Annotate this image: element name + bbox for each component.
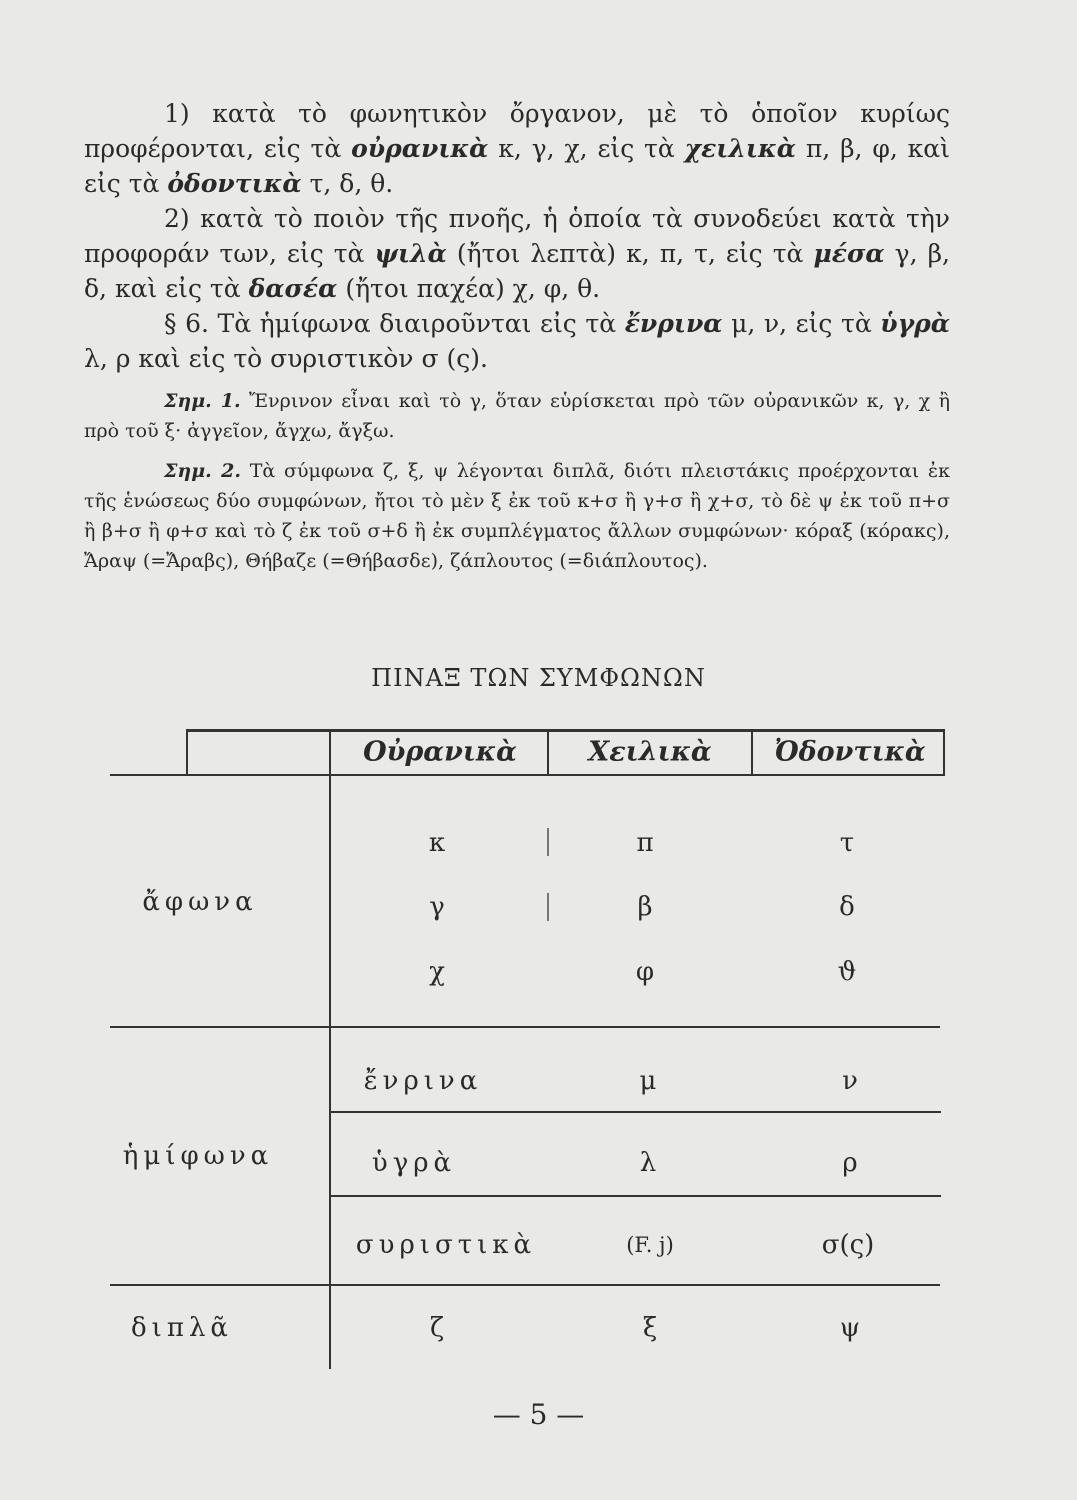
note-label: Σημ. 1. xyxy=(164,390,241,412)
term-cheilika: χειλικὰ xyxy=(684,134,796,163)
row-label-afona: ἄφωνα xyxy=(142,887,258,917)
header-rule xyxy=(110,774,945,776)
term-enrina: ἔνρινα xyxy=(624,309,723,338)
text-run: 2) κατὰ τὸ ποιὸν τῆς πνοῆς, ἡ ὁποία τὰ συνοδεύει κατὰ τὴν προφοράν των, εἰς τὰ xyxy=(84,204,950,268)
table-cell: χ xyxy=(429,957,445,987)
table-cell: ν xyxy=(842,1066,858,1096)
sub-label-enrina: ἔνρινα xyxy=(363,1066,483,1096)
text-run: π, β, φ, καὶ εἰς τὰ xyxy=(84,134,950,198)
table-border-right xyxy=(943,729,945,775)
table-cell: ψ xyxy=(839,1313,861,1343)
text-run: 1) κατὰ τὸ φωνητικὸν ὄργανον, μὲ τὸ ὁποῖον κυρίως προφέρονται, εἰς τὰ xyxy=(84,99,950,163)
table-border-top xyxy=(186,729,945,732)
row-label-imifona: ἡμίφωνα xyxy=(122,1141,274,1171)
term-ouranika: οὐρανικὰ xyxy=(351,134,489,163)
table-cell: π xyxy=(636,828,654,858)
text-run: (ἤτοι παχέα) χ, φ, θ. xyxy=(337,274,601,303)
text-run: (ἤτοι λεπτὰ) κ, π, τ, εἰς τὰ xyxy=(446,239,814,268)
table-cell: (F. j) xyxy=(626,1233,674,1257)
column-divider xyxy=(329,729,331,1369)
text-run: κ, γ, χ, εἰς τὰ xyxy=(488,134,685,163)
table-cell: γ xyxy=(429,892,445,922)
header-cheilika: Χειλικὰ xyxy=(588,736,712,768)
table-cell: λ xyxy=(639,1148,657,1178)
row-divider xyxy=(331,1111,941,1113)
row-divider xyxy=(331,1195,941,1197)
table-cell: τ xyxy=(839,828,855,858)
text-run: μ, ν, εἰς τὰ xyxy=(722,309,881,338)
table-cell: δ xyxy=(839,892,855,922)
table-cell: ξ xyxy=(642,1313,658,1343)
table-cell: ϑ xyxy=(837,957,857,987)
note-text: Ἔνρινον εἶναι καὶ τὸ γ, ὅταν εὑρίσκεται πρὸ τῶν οὐρανικῶν κ, γ, χ ἢ πρὸ τοῦ ξ· ἀγγεῖον, ἄγχω, ἄγξω. xyxy=(84,390,950,442)
column-divider xyxy=(751,729,753,775)
row-divider xyxy=(110,1284,940,1286)
page-number: — 5 — xyxy=(492,1398,585,1431)
text-run: γ, β, δ, καὶ εἰς τὰ xyxy=(84,239,950,303)
term-odontika: ὀδοντικὰ xyxy=(167,169,302,198)
header-ouranika: Οὐρανικὰ xyxy=(363,736,517,768)
table-cell: σ(ς) xyxy=(821,1230,875,1260)
term-dasea: δασέα xyxy=(248,274,338,303)
table-cell: μ xyxy=(639,1066,657,1096)
sub-label-ygra: ὑγρὰ xyxy=(371,1148,457,1178)
row-divider xyxy=(110,1026,940,1028)
text-run: λ, ρ καὶ εἰς τὸ συριστικὸν σ (ς). xyxy=(84,344,488,373)
table-cell: β xyxy=(637,892,653,922)
term-mesa: μέσα xyxy=(813,239,885,268)
table-title: ΠΙΝΑΞ ΤΩΝ ΣΥΜΦΩΝΩΝ xyxy=(371,664,706,692)
table-border-left xyxy=(186,729,188,775)
table-cell: ζ xyxy=(429,1313,445,1343)
text-run: τ, δ, θ. xyxy=(301,169,394,198)
note-text: Τὰ σύμφωνα ζ, ξ, ψ λέγονται διπλᾶ, διότι πλειστάκις προέρχονται ἐκ τῆς ἑνώσεως δύο συμφώνων, ἤτοι τὸ μὲν ξ ἐκ τοῦ κ+σ ἢ γ+σ ἢ χ+σ, τὸ δὲ ψ ἐκ τοῦ π+σ ἢ β+σ ἢ φ+σ καὶ τὸ ζ ἐκ τοῦ σ+δ ἢ ἐκ συμπλέγματος ἄλλων συμφώνων· κόραξ (κόρακς), Ἄραψ (=Ἄραβς), Θήβαζε (=Θήβασδε), ζάπλουτος (=διάπλουτος). xyxy=(84,460,951,572)
table-cell: ρ xyxy=(842,1148,858,1178)
term-ygra: ὑγρὰ xyxy=(880,309,951,338)
tick-mark xyxy=(547,828,549,856)
table-cell: φ xyxy=(635,957,655,987)
term-psila: ψιλὰ xyxy=(374,239,447,268)
sub-label-syristika: συριστικὰ xyxy=(355,1230,537,1260)
column-divider xyxy=(547,729,549,775)
note-label: Σημ. 2. xyxy=(164,460,241,482)
text-run: § 6. Τὰ ἡμίφωνα διαιροῦνται εἰς τὰ xyxy=(164,309,625,338)
table-cell: κ xyxy=(428,828,446,858)
row-label-dipla: διπλᾶ xyxy=(131,1313,233,1343)
tick-mark xyxy=(547,893,549,921)
header-odontika: Ὀδοντικὰ xyxy=(774,736,926,768)
